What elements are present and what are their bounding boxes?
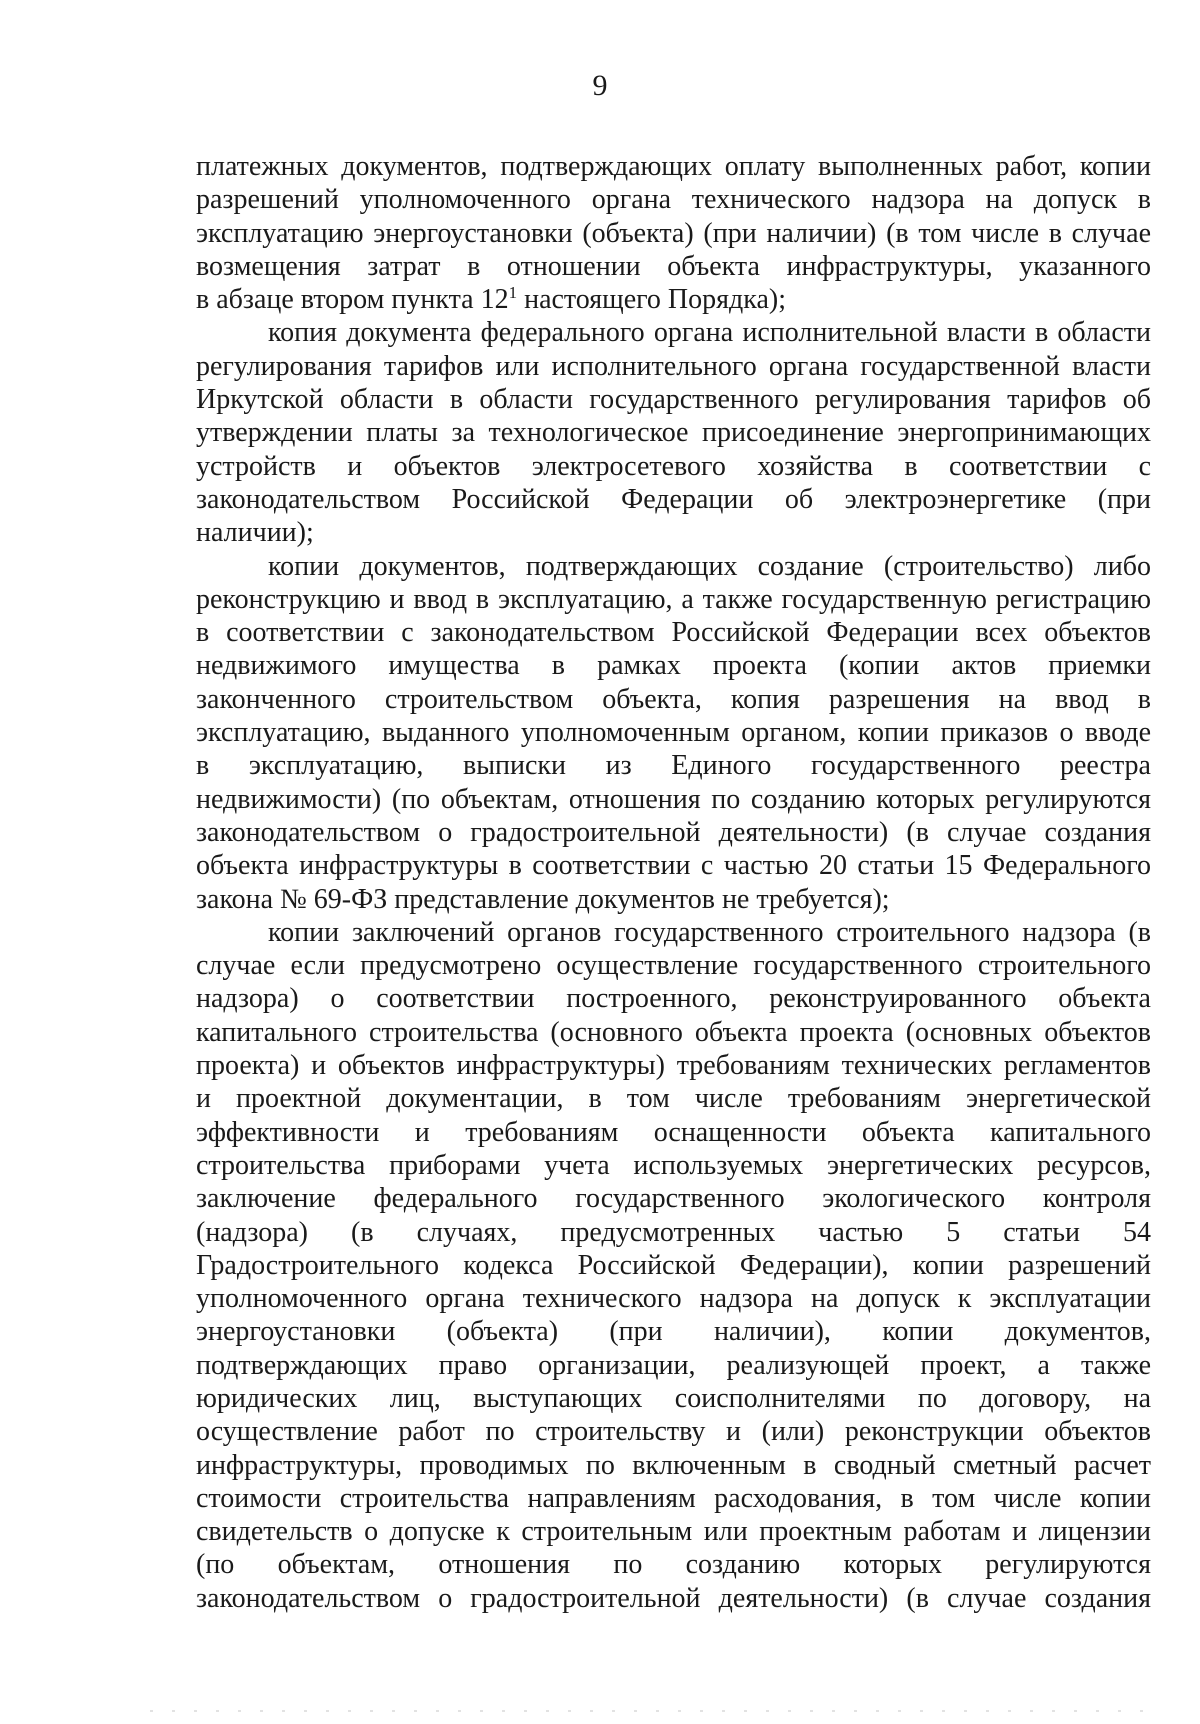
scan-artifact [150,1710,1150,1712]
text-line: реконструкцию и ввод в эксплуатацию, а также государственную регистрацию [196,583,1151,615]
text-line: в соответствии с законодательством Российской Федерации всех объектов [196,617,1151,649]
text-line: и проектной документации, в том числе требованиям энергетической [196,1083,1151,1115]
text-line: юридических лиц, выступающих соисполнителями по договору, на [196,1382,1151,1414]
text-line: случае если предусмотрено осуществление государственного строительного [196,950,1151,982]
text-line: наличии); [196,517,314,549]
text-line: (по объектам, отношения по созданию которых регулируются [196,1549,1151,1581]
paragraph [196,316,1151,549]
text-line: устройств и объектов электросетевого хозяйства в соответствии с [196,450,1151,482]
text-line: эффективности и требованиям оснащенности объекта капитального [196,1116,1151,1148]
text-line: энергоустановки (объекта) (при наличии), копии документов, [196,1316,1151,1348]
text-line: недвижимости) (по объектам, отношения по созданию которых регулируются [196,783,1151,815]
text-line: законодательством Российской Федерации об электроэнергетике (при [196,483,1151,515]
text-line: строительства приборами учета используемых энергетических ресурсов, [196,1149,1151,1181]
text-line: платежных документов, подтверждающих оплату выполненных работ, копии [196,151,1151,182]
text-line: копия документа федерального органа исполнительной власти в области [268,317,1151,349]
superscript: 1 [508,283,518,303]
text-line: регулирования тарифов или исполнительного органа государственной власти [196,350,1151,382]
text-line: подтверждающих право организации, реализующей проект, а также [196,1349,1151,1381]
text-line: в эксплуатацию, выписки из Единого государственного реестра [196,750,1151,782]
text-line: объекта инфраструктуры в соответствии с частью 20 статьи 15 Федерального [196,850,1151,882]
document-body [196,150,1151,1615]
text-line: эксплуатацию, выданного уполномоченным органом, копии приказов о вводе [196,717,1151,749]
text-line: утверждении платы за технологическое присоединение энергопринимающих [196,417,1151,449]
paragraph [196,150,1151,316]
page-number: 9 [592,69,608,102]
text-line [196,283,1151,316]
text-line: уполномоченного органа технического надзора на допуск к эксплуатации [196,1283,1151,1315]
text-line: закона № 69-ФЗ представление документов не требуется); [196,883,890,915]
text-line: надзора) о соответствии построенного, реконструированного объекта [196,983,1151,1015]
text-line: заключение федерального государственного экологического контроля [196,1183,1151,1215]
text-line: копии документов, подтверждающих создание (строительство) либо [268,550,1151,582]
text-line: свидетельств о допуске к строительным или проектным работам и лицензии [196,1516,1151,1548]
text-line: законодательством о градостроительной деятельности) (в случае создания [196,1582,1151,1614]
text-line: эксплуатацию энергоустановки (объекта) (при наличии) (в том числе в случае [196,217,1151,249]
text-line: возмещения затрат в отношении объекта инфраструктуры, указанного [196,250,1151,282]
text-line: капитального строительства (основного объекта проекта (основных объектов [196,1016,1151,1048]
text-segment: в абзаце втором пункта 12 [196,284,509,316]
text-line: (надзора) (в случаях, предусмотренных частью 5 статьи 54 [196,1216,1151,1248]
text-line: Иркутской области в области государственного регулирования тарифов об [196,384,1151,416]
paragraph [196,550,1151,916]
text-line: осуществление работ по строительству и (или) реконструкции объектов [196,1416,1151,1448]
text-line: стоимости строительства направлениям расходования, в том числе копии [196,1482,1151,1514]
text-line: проекта) и объектов инфраструктуры) требованиям технических регламентов [196,1050,1151,1082]
text-line: инфраструктуры, проводимых по включенным в сводный сметный расчет [196,1449,1151,1481]
text-line: законодательством о градостроительной деятельности) (в случае создания [196,816,1151,848]
text-segment: настоящего Порядка); [517,284,786,316]
text-line: копии заключений органов государственного строительного надзора (в [268,916,1151,948]
text-line: недвижимого имущества в рамках проекта (копии актов приемки [196,650,1151,682]
paragraph [196,916,1151,1615]
text-line: Градостроительного кодекса Российской Федерации), копии разрешений [196,1249,1151,1281]
text-line: законченного строительством объекта, копия разрешения на ввод в [196,683,1151,715]
text-line: разрешений уполномоченного органа технического надзора на допуск в [196,184,1151,216]
